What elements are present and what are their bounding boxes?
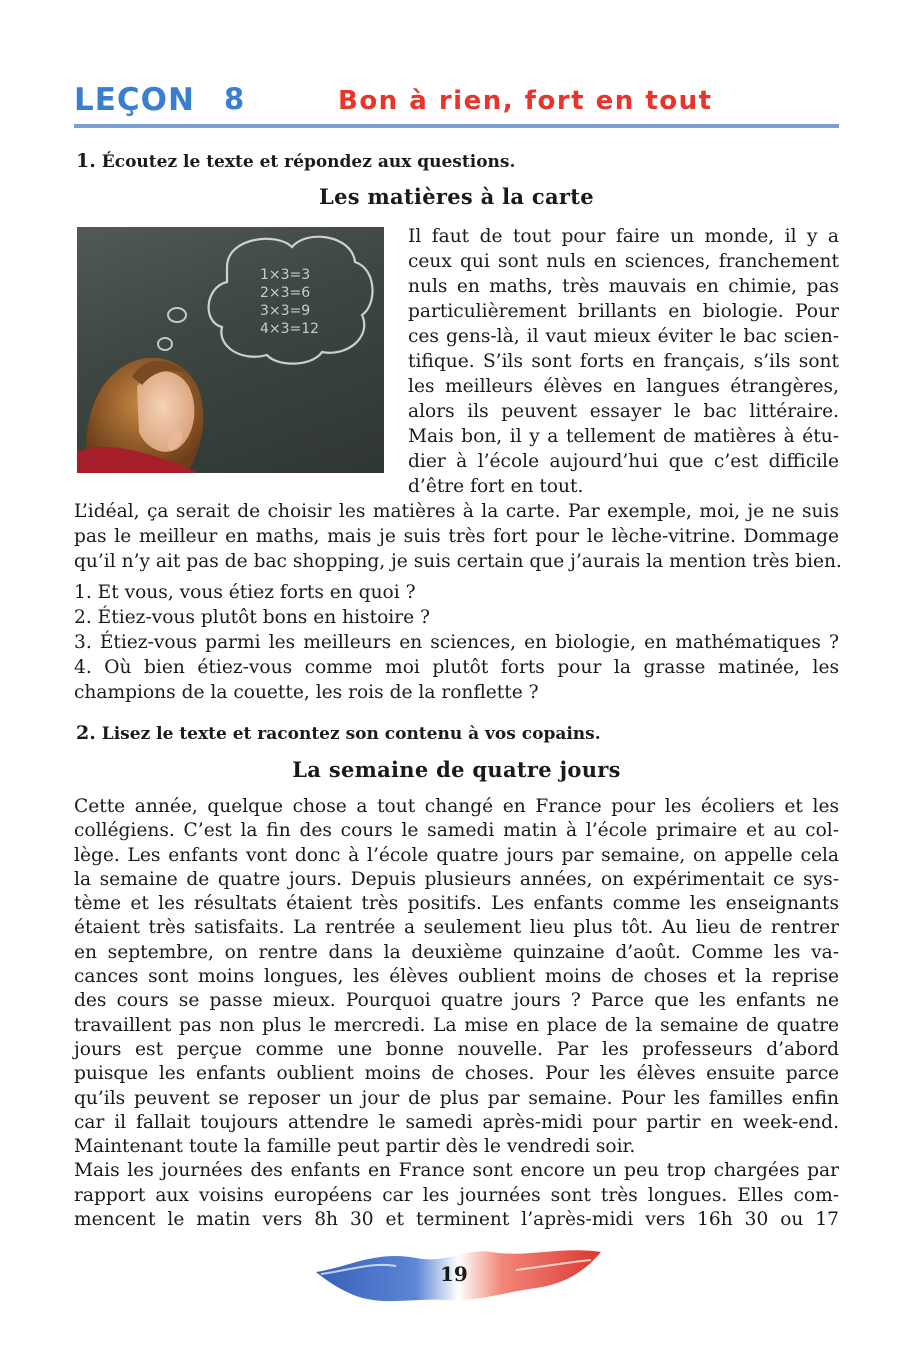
text-line: Cette année, quelque chose a tout changé en France pour les écoliers et les xyxy=(74,796,839,817)
question-2: 2. Étiez-vous plutôt bons en histoire ? xyxy=(74,607,430,628)
text-line: en septembre, on rentre dans la deuxième quinzaine d’août. Comme les va- xyxy=(74,941,839,963)
text-line: tifique. S’ils sont forts en français, s’ils sont xyxy=(408,351,839,372)
exercise-2-instruction xyxy=(76,722,601,744)
text-line: les meilleurs élèves en langues étrangères, xyxy=(408,376,839,397)
text-line: jours est perçue comme une bonne nouvelle. Par les professeurs d’abord xyxy=(74,1038,839,1060)
exercise-1-text: Écoutez le texte et répondez aux questions. xyxy=(101,152,516,172)
question-1: 1. Et vous, vous étiez forts en quoi ? xyxy=(74,582,416,603)
exercise-1-text-full xyxy=(74,499,842,574)
chalkboard-illustration xyxy=(77,227,384,473)
text-line: ces gens-là, il vaut mieux éviter le bac scien- xyxy=(408,326,839,347)
lesson-header xyxy=(74,80,839,128)
text-line: ceux qui sont nuls en sciences, franchement xyxy=(408,251,839,272)
text-line: qu’il n’y ait pas de bac shopping, je suis certain que j’aurais la mention très bien. xyxy=(74,551,842,572)
text-line: travaillent pas non plus le mercredi. La mise en place de la semaine de quatre xyxy=(74,1014,839,1036)
text-line: particulièrement brillants en biologie. Pour xyxy=(408,301,839,322)
text-line: L’idéal, ça serait de choisir les matières à la carte. Par exemple, moi, je ne suis xyxy=(74,501,839,522)
exercise-2-title: La semaine de quatre jours xyxy=(292,757,621,782)
board-line-1: 1×3=3 xyxy=(260,267,311,283)
exercise-1-text-column xyxy=(408,224,839,499)
text-line: Maintenant toute la famille peut partir dès le vendredi soir. xyxy=(74,1136,636,1158)
text-line: pas le meilleur en maths, mais je suis très fort pour le lèche-vitrine. Dommage xyxy=(74,526,839,547)
exercise-2-text xyxy=(74,795,839,1232)
page-number: 19 xyxy=(440,1262,468,1286)
question-3: 3. Étiez-vous parmi les meilleurs en sciences, en biologie, en mathématiques ? xyxy=(74,632,839,653)
exercise-1-title: Les matières à la carte xyxy=(319,184,594,209)
text-line: car il fallait toujours attendre le samedi après-midi pour partir en week-end. xyxy=(74,1111,839,1133)
text-line: cances sont moins longues, les élèves oublient moins de choses et la reprise xyxy=(74,966,839,988)
exercise-1-number: 1. xyxy=(76,150,96,172)
lesson-number: 8 xyxy=(224,82,245,116)
question-4-cont: champions de la couette, les rois de la ronflette ? xyxy=(74,682,539,703)
text-line: mencent le matin vers 8h 30 et terminent l’après-midi vers 16h 30 ou 17 xyxy=(74,1209,839,1231)
text-line: Il faut de tout pour faire un monde, il y a xyxy=(408,226,839,247)
text-line: lège. Les enfants vont donc à l’école quatre jours par semaine, on appelle cela xyxy=(74,844,839,866)
text-line: Mais bon, il y a tellement de matières à étu- xyxy=(408,426,839,447)
text-line: qu’ils peuvent se reposer un jour de plus par semaine. Pour les familles enfin xyxy=(74,1087,839,1109)
text-line: nuls en maths, très mauvais en chimie, pas xyxy=(408,276,839,297)
text-line: la semaine de quatre jours. Depuis plusieurs années, on expérimentait ce sys- xyxy=(74,868,839,890)
header-rule xyxy=(74,124,839,128)
lesson-label: LEÇON xyxy=(74,82,195,118)
text-line: des cours se passe mieux. Pourquoi quatre jours ? Parce que les enfants ne xyxy=(74,990,839,1012)
text-line: alors ils peuvent essayer le bac littéraire. xyxy=(408,401,839,422)
text-line: d’être fort en tout. xyxy=(408,476,584,497)
text-line: tème et les résultats étaient très positifs. Les enfants comme les enseignants xyxy=(74,893,839,915)
chalkboard-photo xyxy=(77,227,384,473)
text-line: Mais les journées des enfants en France sont encore un peu trop chargées par xyxy=(74,1160,839,1182)
lesson-title: Bon à rien, fort en tout xyxy=(338,86,713,116)
text-line: puisque les enfants oublient moins de choses. Pour les élèves ensuite parce xyxy=(74,1063,839,1085)
text-line: collégiens. C’est la fin des cours le samedi matin à l’école primaire et au col- xyxy=(74,820,839,842)
question-4: 4. Où bien étiez-vous comme moi plutôt forts pour la grasse matinée, les xyxy=(74,657,839,678)
board-line-4: 4×3=12 xyxy=(260,321,320,337)
text-line: rapport aux voisins européens car les journées sont très longues. Elles com- xyxy=(74,1184,839,1206)
exercise-2-text: Lisez le texte et racontez son contenu à vos copains. xyxy=(101,724,601,744)
exercise-1-instruction xyxy=(76,150,515,172)
board-line-2: 2×3=6 xyxy=(260,285,311,301)
text-line: dier à l’école aujourd’hui que c’est difficile xyxy=(408,451,839,472)
questions-list xyxy=(74,580,839,705)
board-line-3: 3×3=9 xyxy=(260,303,311,319)
text-line: étaient très satisfaits. La rentrée a seulement lieu plus tôt. Au lieu de rentrer xyxy=(74,917,839,939)
exercise-2-number: 2. xyxy=(76,722,96,744)
